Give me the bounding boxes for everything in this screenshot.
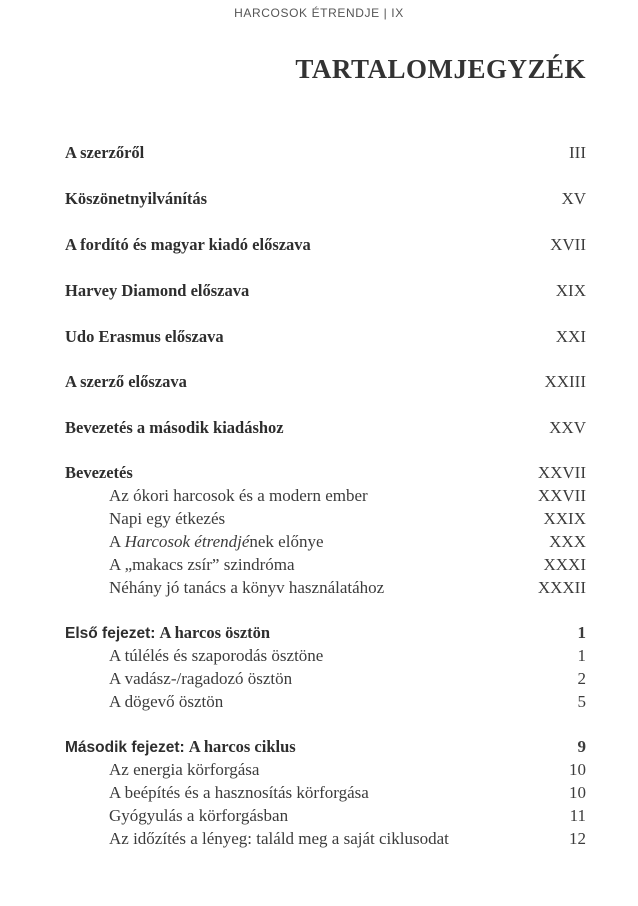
toc-subentry-title: Az ókori harcosok és a modern ember <box>109 486 368 505</box>
toc-subentry[interactable] <box>109 646 586 666</box>
toc-subentry-page: XXX <box>549 532 586 551</box>
toc-entry-page: III <box>569 143 586 162</box>
toc-entry-title: Udo Erasmus előszava <box>65 327 224 346</box>
toc-chapter-2[interactable] <box>65 737 586 757</box>
toc-subentry-title: A túlélés és szaporodás ösztöne <box>109 646 324 665</box>
toc-subentry-page: XXVII <box>537 486 586 505</box>
toc-subentry-page: 10 <box>569 783 586 802</box>
toc-entry-page: XV <box>561 189 586 208</box>
toc-entry-title: Bevezetés a második kiadáshoz <box>65 418 284 437</box>
toc-entry-page: XVII <box>550 235 586 254</box>
toc-chapter-title <box>65 623 270 643</box>
toc-subentry-title <box>109 532 324 552</box>
toc-subentry-title-start: A <box>109 532 125 551</box>
toc-subentry[interactable] <box>109 760 586 780</box>
toc-entry-author[interactable] <box>65 143 586 163</box>
toc-subentry-title: A beépítés és a hasznosítás körforgása <box>109 783 369 802</box>
toc-subentry-title-end: nek előnye <box>249 532 324 551</box>
toc-subentry-title: Az energia körforgása <box>109 760 260 779</box>
toc-subentry[interactable] <box>109 486 586 506</box>
chapter-name: A harcos ciklus <box>188 737 296 756</box>
running-header: HARCOSOK ÉTRENDJE | IX <box>234 6 404 20</box>
toc-subentry[interactable] <box>109 532 586 552</box>
toc-entry-page: XXVII <box>537 463 586 482</box>
toc-subentry[interactable] <box>109 578 586 598</box>
toc-chapter-page: 9 <box>577 737 586 756</box>
toc-subentry-page: XXXII <box>537 578 586 597</box>
toc-entry-title: Köszönetnyilvánítás <box>65 189 208 208</box>
toc-entry-acknowledgements[interactable] <box>65 189 586 209</box>
toc-subentry[interactable] <box>109 669 586 689</box>
toc-entry-title: A szerzőről <box>65 143 145 162</box>
toc-entry-translator-preface[interactable] <box>65 235 586 255</box>
chapter-prefix: Első fejezet: <box>65 625 156 642</box>
toc-subentry-title: A vadász-/ragadozó ösztön <box>109 669 293 688</box>
toc-subentry-title: A „makacs zsír” szindróma <box>109 555 295 574</box>
chapter-prefix: Második fejezet: <box>65 739 185 756</box>
toc-entry-title: A fordító és magyar kiadó előszava <box>65 235 311 254</box>
toc-entry-page: XXV <box>549 418 586 437</box>
toc-subentry[interactable] <box>109 692 586 712</box>
toc-subentry-page: 10 <box>569 760 586 779</box>
toc-subentry[interactable] <box>109 555 586 575</box>
toc-entry-page: XXI <box>555 327 586 346</box>
toc-subentry[interactable] <box>109 829 586 849</box>
toc-subentry[interactable] <box>109 783 586 803</box>
toc-chapter-page: 1 <box>577 623 586 642</box>
toc-subentry-title: Az időzítés a lényeg: találd meg a saját ciklusodat <box>109 829 449 848</box>
toc-subentry[interactable] <box>109 509 586 529</box>
toc-subentry-title-italic: Harcosok étrendjé <box>124 532 250 551</box>
toc-subentry-title: Napi egy étkezés <box>109 509 226 528</box>
chapter-name: A harcos ösztön <box>159 623 271 642</box>
toc-subentry-page: 1 <box>577 646 586 665</box>
toc-entry-page: XXIII <box>544 372 586 391</box>
toc-subentry-page: XXXI <box>543 555 586 574</box>
toc-entry-title: Harvey Diamond előszava <box>65 281 250 300</box>
toc-subentry-title: Néhány jó tanács a könyv használatához <box>109 578 385 597</box>
toc-entry-title: A szerző előszava <box>65 372 187 391</box>
toc-subentry-title: Gyógyulás a körforgásban <box>109 806 289 825</box>
toc-chapter-title <box>65 737 296 757</box>
toc-subentry-title: A dögevő ösztön <box>109 692 224 711</box>
toc-subentry-page: 11 <box>569 806 586 825</box>
toc-subentry-page: 2 <box>577 669 586 688</box>
toc-subentry-page: XXIX <box>543 509 586 528</box>
toc-entry-harvey-diamond-preface[interactable] <box>65 281 586 301</box>
toc-section-introduction[interactable] <box>65 463 586 483</box>
toc-subentry[interactable] <box>109 806 586 826</box>
toc-subentry-page: 5 <box>577 692 586 711</box>
toc-entry-udo-erasmus-preface[interactable] <box>65 327 586 347</box>
toc-entry-second-edition-intro[interactable] <box>65 418 586 438</box>
toc-subentry-page: 12 <box>569 829 586 848</box>
toc-chapter-1[interactable] <box>65 623 586 643</box>
toc-entry-author-preface[interactable] <box>65 372 586 392</box>
toc-section-title: Bevezetés <box>65 463 133 482</box>
page-title: TARTALOMJEGYZÉK <box>295 54 586 84</box>
toc-entry-page: XIX <box>555 281 586 300</box>
